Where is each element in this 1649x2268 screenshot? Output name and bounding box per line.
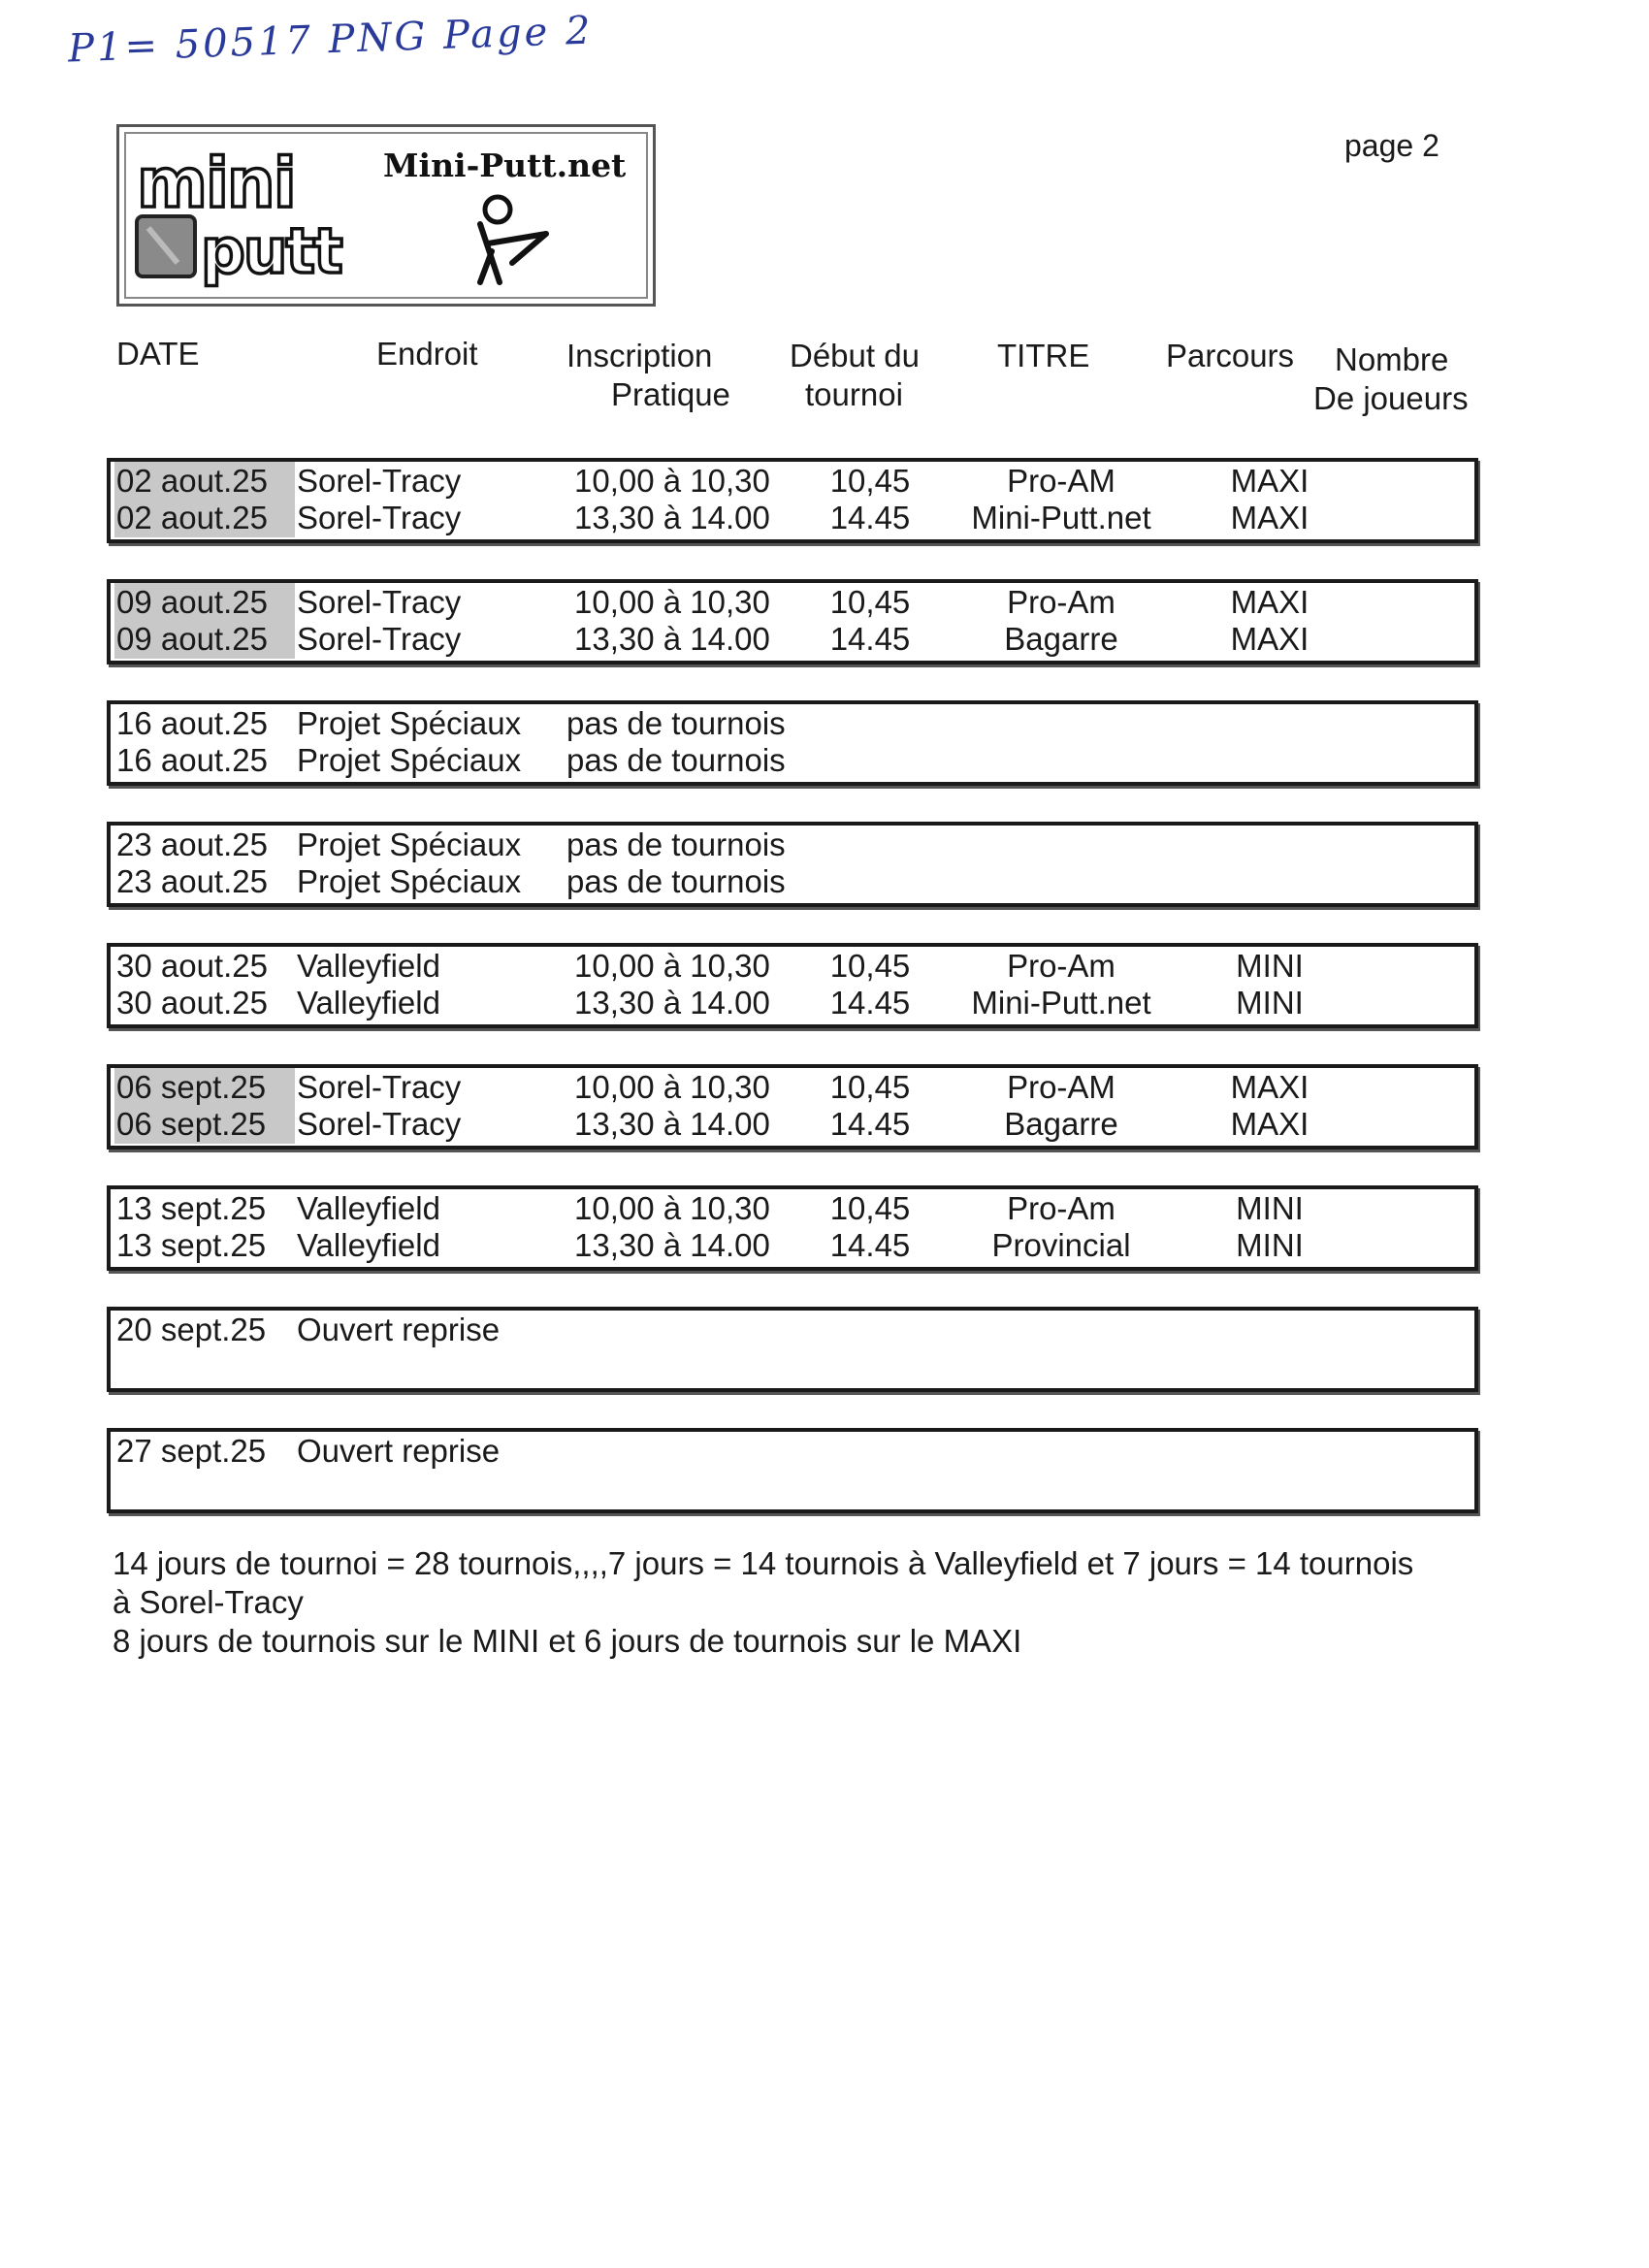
row-place: Ouvert reprise: [297, 1312, 501, 1347]
col-start-header-2: tournoi: [805, 376, 903, 412]
row-title: Pro-Am: [1007, 948, 1116, 984]
row-date: 13 sept.25: [116, 1190, 267, 1226]
row-start: 10,45: [829, 463, 911, 499]
schedule-group: [107, 1064, 1478, 1150]
row-place: Projet Spéciaux: [297, 742, 522, 778]
row-course: MAXI: [1230, 621, 1310, 657]
schedule-group: [107, 822, 1478, 907]
row-title: Mini-Putt.net: [971, 985, 1151, 1021]
schedule-group: [107, 579, 1478, 664]
row-place: Valleyfield: [297, 1190, 440, 1226]
row-inscription: 10,00 à 10,30: [574, 948, 770, 984]
row-start: 14.45: [829, 985, 911, 1021]
col-players-header-2: De joueurs: [1313, 380, 1469, 416]
row-place: Sorel-Tracy: [297, 1106, 462, 1142]
row-place: Valleyfield: [297, 948, 440, 984]
row-title: Bagarre: [1004, 621, 1118, 657]
row-course: MAXI: [1230, 1069, 1310, 1105]
row-inscription: pas de tournois: [566, 863, 786, 899]
row-date: 16 aout.25: [116, 742, 268, 778]
row-date: 02 aout.25: [114, 499, 295, 537]
row-start: 10,45: [829, 948, 911, 984]
row-inscription: pas de tournois: [566, 705, 786, 741]
summary-line: à Sorel-Tracy: [113, 1584, 304, 1620]
row-place: Projet Spéciaux: [297, 705, 522, 741]
row-date: 16 aout.25: [116, 705, 268, 741]
row-place: Projet Spéciaux: [297, 863, 522, 899]
row-inscription: pas de tournois: [566, 826, 786, 862]
row-course: MINI: [1236, 948, 1304, 984]
page-label: page 2: [1344, 128, 1439, 163]
row-date: 06 sept.25: [114, 1105, 295, 1144]
row-place: Sorel-Tracy: [297, 1069, 462, 1105]
row-course: MINI: [1236, 1190, 1304, 1226]
row-inscription: 10,00 à 10,30: [574, 584, 770, 620]
col-start-header-1: Début du: [790, 338, 920, 373]
col-course-header: Parcours: [1166, 338, 1295, 373]
summary-line: 8 jours de tournois sur le MINI et 6 jours de tournois sur le MAXI: [113, 1623, 1022, 1659]
row-inscription: 10,00 à 10,30: [574, 1190, 770, 1226]
logo-mini-text: mini: [137, 144, 295, 223]
row-date: 27 sept.25: [116, 1433, 267, 1469]
col-date-header: DATE: [116, 336, 200, 372]
row-course: MAXI: [1230, 584, 1310, 620]
schedule-group: [107, 458, 1478, 543]
row-inscription: 10,00 à 10,30: [574, 1069, 770, 1105]
row-place: Sorel-Tracy: [297, 463, 462, 499]
row-place: Valleyfield: [297, 985, 440, 1021]
logo-putt-text: putt: [201, 216, 341, 288]
row-place: Projet Spéciaux: [297, 826, 522, 862]
schedule-group: [107, 1428, 1478, 1513]
row-place: Ouvert reprise: [297, 1433, 501, 1469]
row-title: Pro-AM: [1007, 1069, 1116, 1105]
row-inscription: 10,00 à 10,30: [574, 463, 770, 499]
row-date: 23 aout.25: [116, 826, 268, 862]
row-date: 09 aout.25: [114, 620, 295, 659]
row-course: MINI: [1236, 985, 1304, 1021]
row-date: 09 aout.25: [114, 583, 295, 622]
row-inscription: pas de tournois: [566, 742, 786, 778]
col-place-header: Endroit: [376, 336, 478, 372]
summary-text: [113, 1544, 1490, 1661]
row-date: 20 sept.25: [116, 1312, 267, 1347]
row-start: 14.45: [829, 1106, 911, 1142]
row-course: MINI: [1236, 1227, 1304, 1263]
mini-putt-logo: [116, 124, 656, 307]
row-title: Pro-Am: [1007, 584, 1116, 620]
row-start: 14.45: [829, 500, 911, 535]
summary-line: 14 jours de tournoi = 28 tournois,,,,7 jours = 14 tournois à Valleyfield et 7 jours = 14 tournois: [113, 1545, 1414, 1581]
schedule-group: [107, 1307, 1478, 1392]
col-inscription-header-1: Inscription: [566, 338, 713, 373]
row-inscription: 13,30 à 14.00: [574, 1227, 770, 1263]
row-title: Pro-AM: [1007, 463, 1116, 499]
schedule-group: [107, 943, 1478, 1028]
row-start: 14.45: [829, 1227, 911, 1263]
row-place: Sorel-Tracy: [297, 621, 462, 657]
row-place: Sorel-Tracy: [297, 500, 462, 535]
row-start: 10,45: [829, 1069, 911, 1105]
row-inscription: 13,30 à 14.00: [574, 621, 770, 657]
schedule-group: [107, 1185, 1478, 1271]
col-players-header-1: Nombre: [1335, 341, 1449, 377]
row-course: MAXI: [1230, 500, 1310, 535]
col-inscription-header-2: Pratique: [611, 376, 730, 412]
row-start: 10,45: [829, 1190, 911, 1226]
col-title-header: TITRE: [997, 338, 1090, 373]
row-date: 23 aout.25: [116, 863, 268, 899]
logo-brand-text: Mini-Putt.net: [383, 146, 627, 184]
row-date: 06 sept.25: [114, 1068, 295, 1107]
row-date: 30 aout.25: [116, 985, 268, 1021]
row-place: Sorel-Tracy: [297, 584, 462, 620]
row-title: Mini-Putt.net: [971, 500, 1151, 535]
schedule-group: [107, 700, 1478, 786]
row-title: Provincial: [991, 1227, 1131, 1263]
row-inscription: 13,30 à 14.00: [574, 500, 770, 535]
row-start: 10,45: [829, 584, 911, 620]
handwritten-note: P1= 50517 PNG Page 2: [67, 8, 595, 72]
row-course: MAXI: [1230, 463, 1310, 499]
row-date: 02 aout.25: [114, 462, 295, 501]
row-start: 14.45: [829, 621, 911, 657]
row-date: 13 sept.25: [116, 1227, 267, 1263]
row-date: 30 aout.25: [116, 948, 268, 984]
row-place: Valleyfield: [297, 1227, 440, 1263]
row-title: Pro-Am: [1007, 1190, 1116, 1226]
row-course: MAXI: [1230, 1106, 1310, 1142]
row-inscription: 13,30 à 14.00: [574, 985, 770, 1021]
row-inscription: 13,30 à 14.00: [574, 1106, 770, 1142]
row-title: Bagarre: [1004, 1106, 1118, 1142]
